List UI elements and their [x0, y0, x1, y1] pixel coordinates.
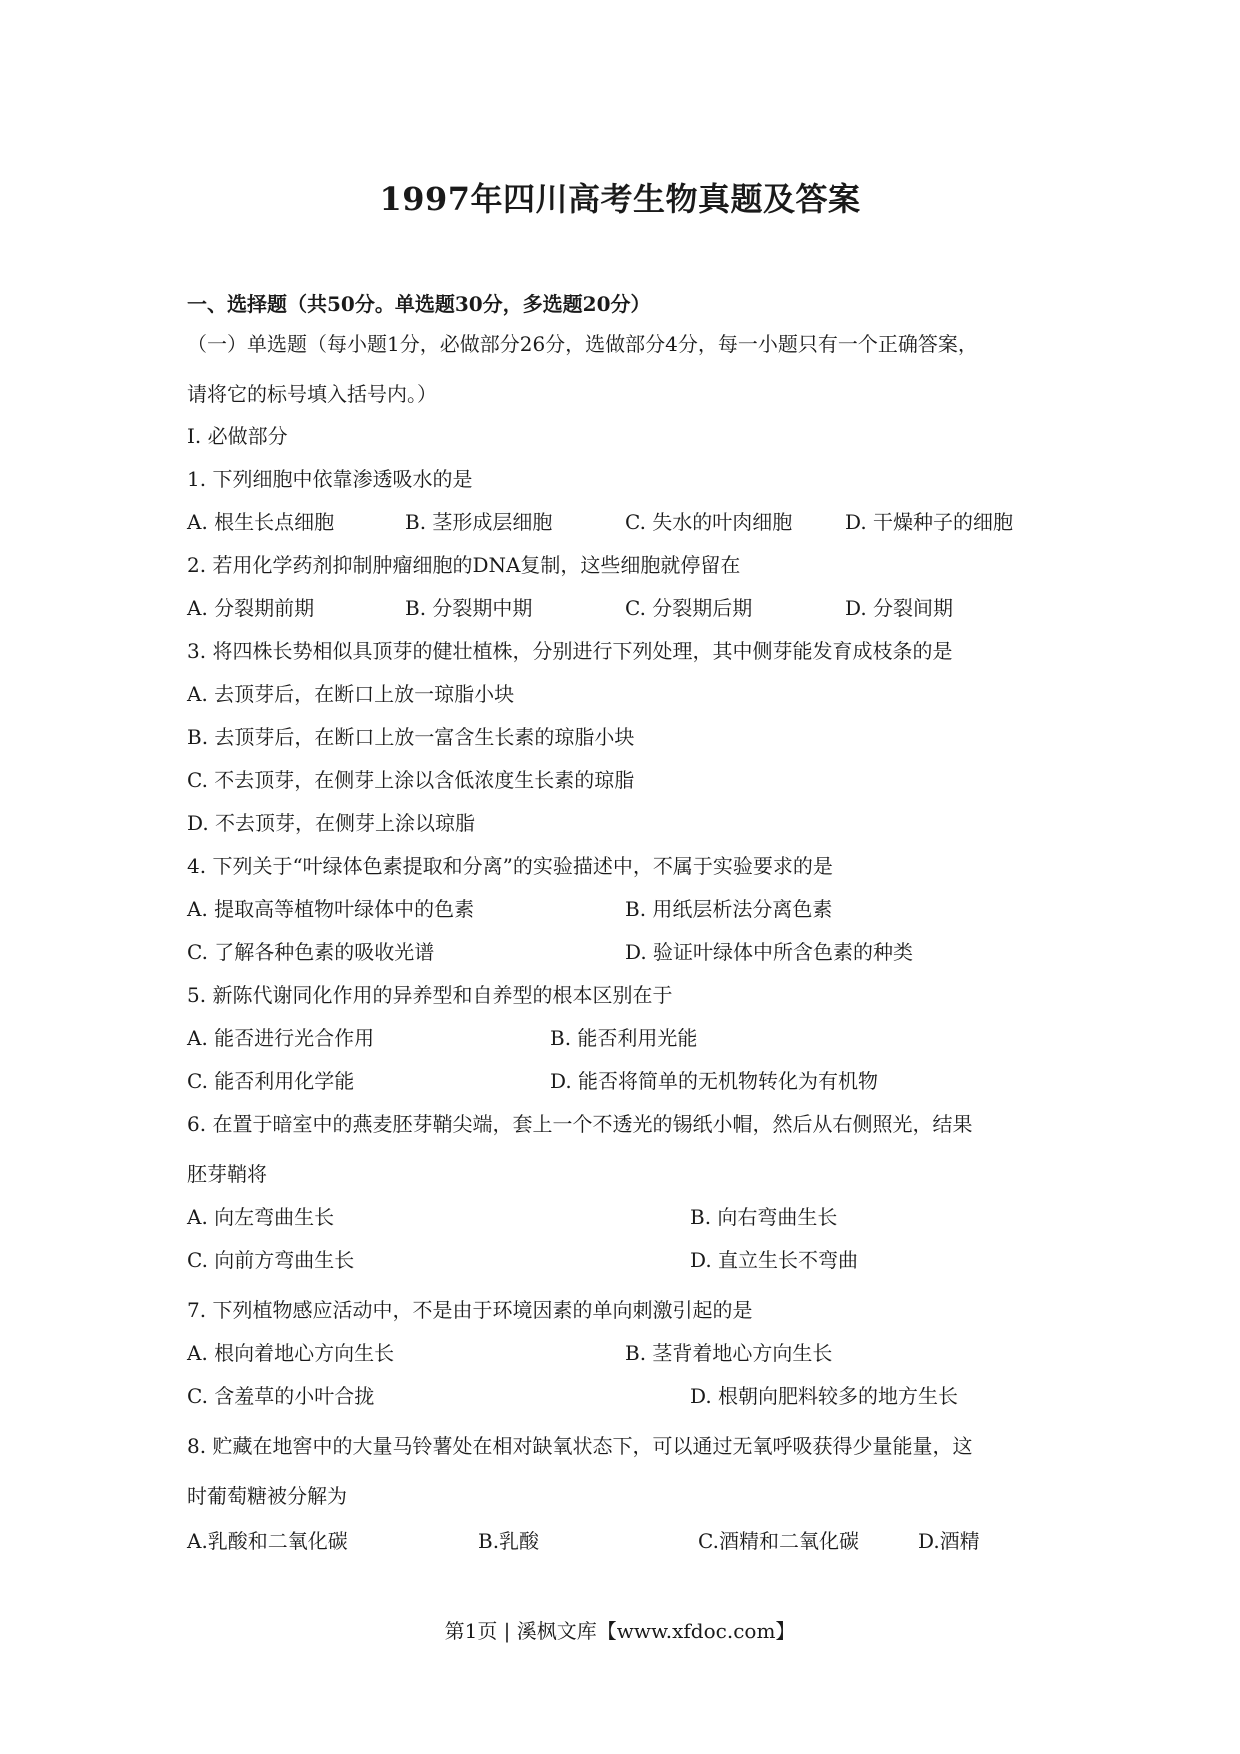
- question-stem-cont: 胚芽鞘将: [187, 1162, 267, 1186]
- option-b: B. 分裂期中期: [405, 596, 533, 620]
- option-b: B. 用纸层析法分离色素: [625, 897, 833, 921]
- option-a: A. 根向着地心方向生长: [187, 1341, 395, 1365]
- option-a: A.乳酸和二氧化碳: [187, 1529, 348, 1553]
- intro-text: （一）单选题（每小题1分，必做部分26分，选做部分4分，每一小题只有一个正确答案，: [187, 332, 978, 356]
- option-a: A. 提取高等植物叶绿体中的色素: [187, 897, 475, 921]
- question-stem: 6. 在置于暗室中的燕麦胚芽鞘尖端，套上一个不透光的锡纸小帽，然后从右侧照光，结果: [187, 1112, 973, 1136]
- question-stem-cont: 时葡萄糖被分解为: [187, 1484, 347, 1508]
- option-c: C. 不去顶芽，在侧芽上涂以含低浓度生长素的琼脂: [187, 768, 635, 792]
- option-b: B. 茎背着地心方向生长: [625, 1341, 833, 1365]
- question-stem: 3. 将四株长势相似具顶芽的健壮植株，分别进行下列处理，其中侧芽能发育成枝条的是: [187, 639, 953, 663]
- option-c: C. 向前方弯曲生长: [187, 1248, 355, 1272]
- option-b: B. 向右弯曲生长: [690, 1205, 838, 1229]
- page-footer: 第1页 | 溪枫文库【www.xfdoc.com】: [444, 1619, 796, 1643]
- part-heading: I. 必做部分: [187, 424, 288, 448]
- option-a: A. 能否进行光合作用: [187, 1026, 375, 1050]
- question-stem: 8. 贮藏在地窖中的大量马铃薯处在相对缺氧状态下，可以通过无氧呼吸获得少量能量，这: [187, 1434, 973, 1458]
- option-d: D. 干燥种子的细胞: [845, 510, 1014, 534]
- section-heading: 一、选择题（共50分。单选题30分，多选题20分）: [187, 292, 651, 316]
- option-d: D. 直立生长不弯曲: [690, 1248, 859, 1272]
- option-c: C. 能否利用化学能: [187, 1069, 355, 1093]
- option-b: B. 能否利用光能: [550, 1026, 698, 1050]
- option-c: C. 了解各种色素的吸收光谱: [187, 940, 435, 964]
- option-d: D. 分裂间期: [845, 596, 954, 620]
- option-b: B.乳酸: [478, 1529, 540, 1553]
- question-stem: 4. 下列关于“叶绿体色素提取和分离”的实验描述中，不属于实验要求的是: [187, 854, 833, 878]
- option-b: B. 茎形成层细胞: [405, 510, 553, 534]
- option-d: D. 能否将简单的无机物转化为有机物: [550, 1069, 879, 1093]
- option-a: A. 根生长点细胞: [187, 510, 335, 534]
- option-d: D.酒精: [918, 1529, 980, 1553]
- question-stem: 5. 新陈代谢同化作用的异养型和自养型的根本区别在于: [187, 983, 673, 1007]
- option-d: D. 不去顶芽，在侧芽上涂以琼脂: [187, 811, 476, 835]
- option-c: C. 含羞草的小叶合拢: [187, 1384, 375, 1408]
- question-stem: 1. 下列细胞中依靠渗透吸水的是: [187, 467, 473, 491]
- option-d: D. 根朝向肥料较多的地方生长: [690, 1384, 959, 1408]
- option-a: A. 向左弯曲生长: [187, 1205, 335, 1229]
- option-d: D. 验证叶绿体中所含色素的种类: [625, 940, 914, 964]
- option-b: B. 去顶芽后，在断口上放一富含生长素的琼脂小块: [187, 725, 635, 749]
- option-c: C.酒精和二氧化碳: [698, 1529, 859, 1553]
- option-c: C. 失水的叶肉细胞: [625, 510, 793, 534]
- option-a: A. 去顶芽后，在断口上放一琼脂小块: [187, 682, 515, 706]
- option-a: A. 分裂期前期: [187, 596, 315, 620]
- question-stem: 7. 下列植物感应活动中，不是由于环境因素的单向刺激引起的是: [187, 1298, 753, 1322]
- page-title: 1997年四川高考生物真题及答案: [379, 180, 861, 218]
- option-c: C. 分裂期后期: [625, 596, 753, 620]
- intro-text-cont: 请将它的标号填入括号内。）: [187, 382, 437, 406]
- question-stem: 2. 若用化学药剂抑制肿瘤细胞的DNA复制，这些细胞就停留在: [187, 553, 741, 577]
